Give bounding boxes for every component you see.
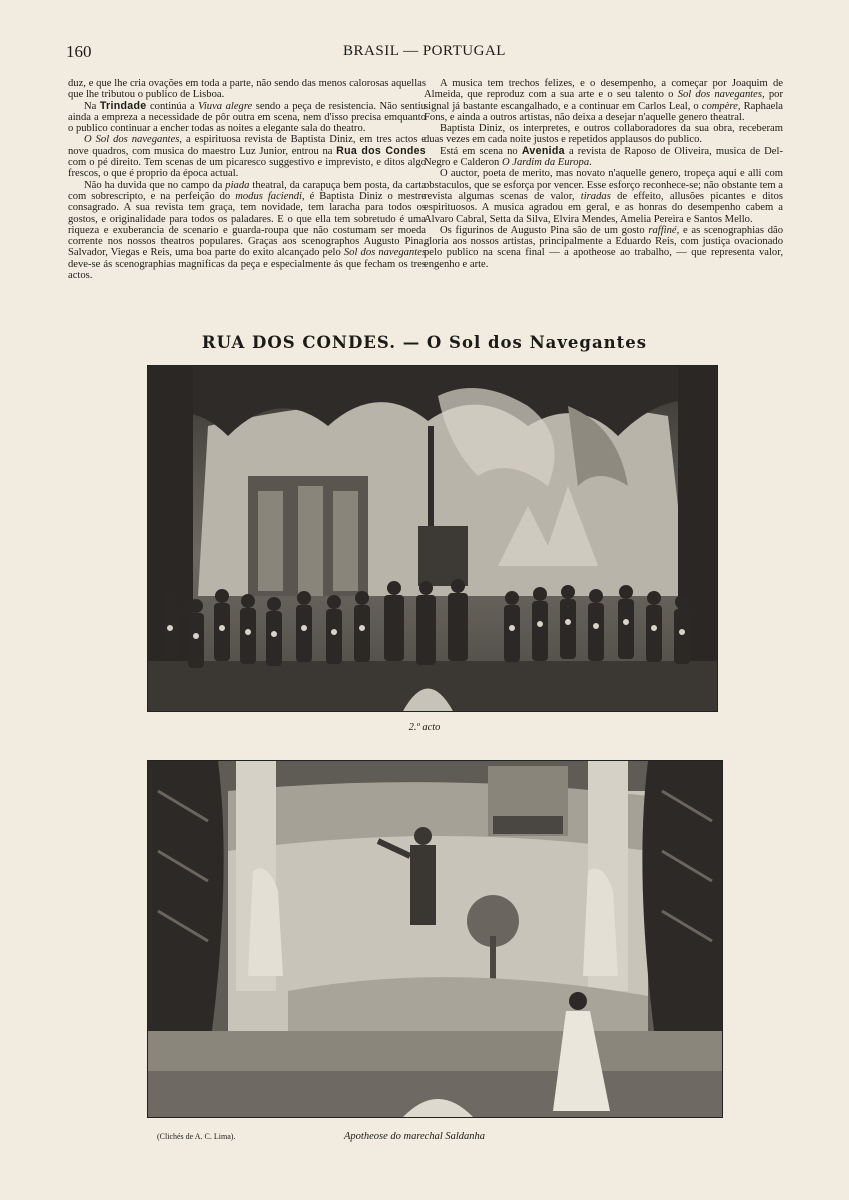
play-title: O Sol dos navegantes [84, 134, 180, 146]
page-number: 160 [66, 42, 92, 61]
paragraph: duz, e que lhe cria ovações em toda a parte, não sendo das menos calorosas aquellas que lhe tributou o publico de Lisboa. [68, 78, 426, 101]
paragraph: Não ha duvida que no campo da piada theatral, da carapuça bem posta, da carta com sobrescripto, e na perfeição do modus faciendi, é Baptista Diniz o mestre consagrado. A sua revista tem graça, tem novidade, tem laracha para todos os gostos, e originalidade para todos os paladares. E o que ella tem sobretudo é uma riqueza e exuberancia de scenario e guarda-roupa que não costumam ser moeda corrente nos nossos theatros populares. Graças aos scenographos Augusto Pina, Salvador, Viegas e Reis, uma boa parte do exito alcançado pelo Sol dos navegantes deve-se ás scenographias magnificas da peça e especialmente ás que fecham os tres actos. [68, 179, 426, 282]
play-title: Viuva alegre [198, 100, 253, 112]
paragraph: Baptista Diniz, os interpretes, e outros collaboradores da sua obra, receberam duas vezes em cada noite justos e repetidos applausos do publico. [424, 123, 783, 146]
stage-photo-second-act [147, 365, 718, 712]
paragraph: Os figurinos de Augusto Pina são de um gosto raffiné, e as scenographias dão gloria aos nossos artistas, principalmente a Eduardo Reis, com justiça ovacionado pelo publico na scena final — a apotheose ao trabalho, — que representa valor, engenho e arte. [424, 224, 783, 270]
paragraph: O auctor, poeta de merito, mas novato n'aquelle genero, tropeça aqui e alli com obstaculos, que se esforça por vencer. Esse esforço reconhece-se; não obstante tem a revista algumas scenas de valor, tiradas de effeito, allusões picantes e ditos espirituosos. A musica agradou em geral, e as honras do desempenho cabem a Alvaro Cabral, Setta da Silva, Elvira Mendes, Amelia Pereira e Santos Mello. [424, 168, 783, 225]
stage-photo-apotheosis [147, 760, 723, 1118]
theatre-name: Trindade [99, 99, 147, 112]
theatre-name: Rua dos Condes [336, 144, 426, 157]
running-title: BRASIL — PORTUGAL [343, 43, 506, 59]
play-title: Sol dos navegantes [343, 247, 426, 259]
paragraph: O Sol dos navegantes, a espirituosa revista de Baptista Diniz, em tres actos e nove quadros, com musica do maestro Luz Junior, entrou na Rua dos Condes com o pé direito. Tem scenas de um picaresco suggestivo e imprevisto, e ditos algo frescos, o que é proprio da época actual. [68, 134, 426, 180]
photo-caption: Apotheose do marechal Saldanha [344, 1131, 486, 1142]
photo-credit: (Clichés de A. C. Lima). [157, 1132, 236, 1141]
section-title: RUA DOS CONDES. — O Sol dos Navegantes [201, 333, 648, 352]
play-title: Sol dos navegantes [677, 89, 763, 101]
left-text-column [68, 78, 426, 281]
play-title: O Jardim da Europa [501, 157, 590, 169]
paragraph: A musica tem trechos felizes, e o desempenho, a começar por Joaquim de Almeida, que reproduz com a sua arte e o seu talento o Sol dos navegantes, por signal já bastante escangalhado, e a continuar em Carlos Leal, o compère, Raphaela Fons, e ainda a outros artistas, não deixa a desejar n'aquelle genero theatral. [424, 78, 783, 123]
paragraph: Na Trindade continúa a Viuva alegre sendo a peça de resistencia. Não sentiu ainda a empreza a necessidade de pôr outra em scena, nem d'isso precisa emquanto o publico continuar a encher todas as noites a elegante sala do theatro. [68, 99, 426, 135]
theatre-name: Avenida [521, 144, 565, 157]
photo-caption: 2.º acto [408, 722, 441, 733]
right-text-column [424, 78, 783, 270]
paragraph: Está em scena no Avenida a revista de Raposo de Oliveira, musica de Del-Negro e Calderon O Jardim da Europa. [424, 144, 783, 169]
